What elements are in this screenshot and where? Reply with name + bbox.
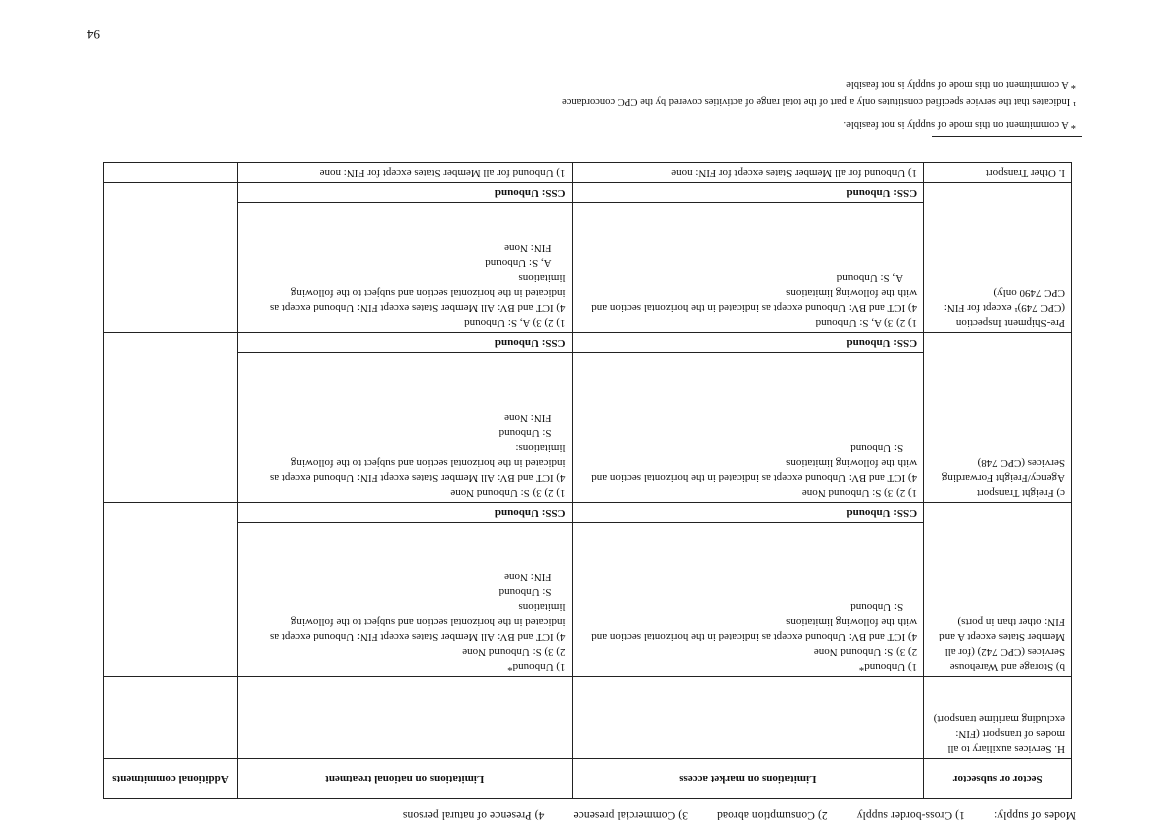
table-row: [104, 523, 1072, 677]
nt-line-5: FIN: None: [504, 242, 552, 254]
ma-line-3: 4) ICT and BV: Unbound except as indicated in the horizontal section and with the following limitations: [591, 287, 918, 314]
ma-line-1: 1) 2) 3) A, S: Unbound: [815, 317, 918, 329]
nt-line-3: 4) ICT and BV: All Member States except FIN: Unbound except as indicated in the horizontal section and subject to the following limitations:: [269, 442, 566, 484]
mode-1: 1) Cross-border supply: [856, 809, 965, 821]
national-treatment-cell: [237, 353, 572, 503]
header-sector: Sector or subsector: [924, 759, 1072, 799]
nt-line-4: A, S: Unbound: [485, 257, 552, 269]
header-national-treatment: Limitations on national treatment: [237, 759, 572, 799]
mode-2: 2) Consumption abroad: [716, 809, 828, 821]
sector-cell: Pre-Shipment Inspection (CPC 749)¹ except for FIN: CPC 7490 only): [924, 183, 1072, 333]
modes-of-supply: [377, 809, 1076, 821]
mode-3: 3) Commercial presence: [573, 809, 688, 821]
modes-label: Modes of supply:: [993, 809, 1076, 821]
sector-cell: I. Other Transport: [924, 163, 1072, 183]
sector-cell: b) Storage and Warehouse Services (CPC 742) (for all Member States except A and FIN: other than in ports): [924, 503, 1072, 677]
ma-line-1: 1) 2) 3) S: Unbound None: [801, 487, 918, 499]
national-treatment-cell: [237, 523, 572, 677]
table-row: [104, 353, 1072, 503]
footnote-3: * A commitment on this mode of supply is not feasible: [846, 79, 1076, 90]
national-treatment-cell: 1) Unbound for all Member States except for FIN: none: [237, 163, 572, 183]
mode-4: 4) Presence of natural persons: [402, 809, 545, 821]
header-additional: Additional commitments: [104, 759, 238, 799]
nt-line-2: 2) 3) S: Unbound None: [462, 646, 566, 658]
ma-line-1: 1) Unbound*: [858, 661, 918, 673]
css-cell: CSS: Unbound: [237, 503, 572, 523]
nt-line-1: 1) Unbound*: [507, 661, 566, 673]
ma-line-4: S: Unbound: [850, 601, 904, 613]
nt-line-3: 4) ICT and BV: All Member States except FIN: Unbound except as indicated in the horizontal section and subject to the following limitations: [269, 272, 566, 314]
ma-line-3: 4) ICT and BV: Unbound except as indicated in the horizontal section and with the following limitations: [591, 457, 918, 484]
nt-line-5: FIN: None: [504, 571, 552, 583]
ma-line-4: S: Unbound: [850, 442, 904, 454]
market-access-cell: [572, 353, 924, 503]
market-access-cell: 1) Unbound for all Member States except for FIN: none: [572, 163, 924, 183]
header-row: [104, 759, 1072, 799]
nt-line-3: 4) ICT and BV: All Member States except FIN: Unbound except as indicated in the horizontal section and subject to the following limitations: [269, 601, 566, 643]
nt-line-4: S: Unbound: [498, 586, 552, 598]
ma-line-3: 4) ICT and BV: Unbound except as indicated in the horizontal section and with the following limitations: [591, 616, 918, 643]
section-h-title: H. Services auxiliary to all modes of transport (FIN: excluding maritime transport): [924, 677, 1072, 759]
sector-cell: c) Freight Transport Agency/Freight Forwarding Services (CPC 748): [924, 333, 1072, 503]
ma-line-2: 2) 3) S: Unbound None: [813, 646, 918, 658]
nt-line-1: 1) 2) 3) S: Unbound None: [450, 487, 566, 499]
market-access-cell: [572, 203, 924, 333]
css-cell: CSS: Unbound: [572, 333, 924, 353]
css-cell: CSS: Unbound: [572, 503, 924, 523]
ma-line-4: A, S: Unbound: [836, 272, 904, 284]
css-cell: CSS: Unbound: [237, 333, 572, 353]
table-row: [104, 203, 1072, 333]
table-row: [104, 163, 1072, 183]
nt-line-4: S: Unbound: [498, 427, 552, 439]
css-cell: CSS: Unbound: [572, 183, 924, 203]
market-access-cell: [572, 523, 924, 677]
footnote-divider: [932, 136, 1082, 137]
page-number: 94: [87, 27, 100, 42]
nt-line-1: 1) 2) 3) A, S: Unbound: [464, 317, 566, 329]
css-cell: CSS: Unbound: [237, 183, 572, 203]
header-market-access: Limitations on market access: [572, 759, 924, 799]
footnote-2: ¹ Indicates that the service specified constitutes only a part of the total range of activities covered by the CPC concordance: [562, 96, 1076, 107]
section-h-row: [104, 677, 1072, 759]
national-treatment-cell: [237, 203, 572, 333]
schedule-table: [103, 162, 1072, 799]
footnote-1: * A commitment on this mode of supply is not feasible.: [843, 119, 1076, 130]
nt-line-5: FIN: None: [504, 412, 552, 424]
